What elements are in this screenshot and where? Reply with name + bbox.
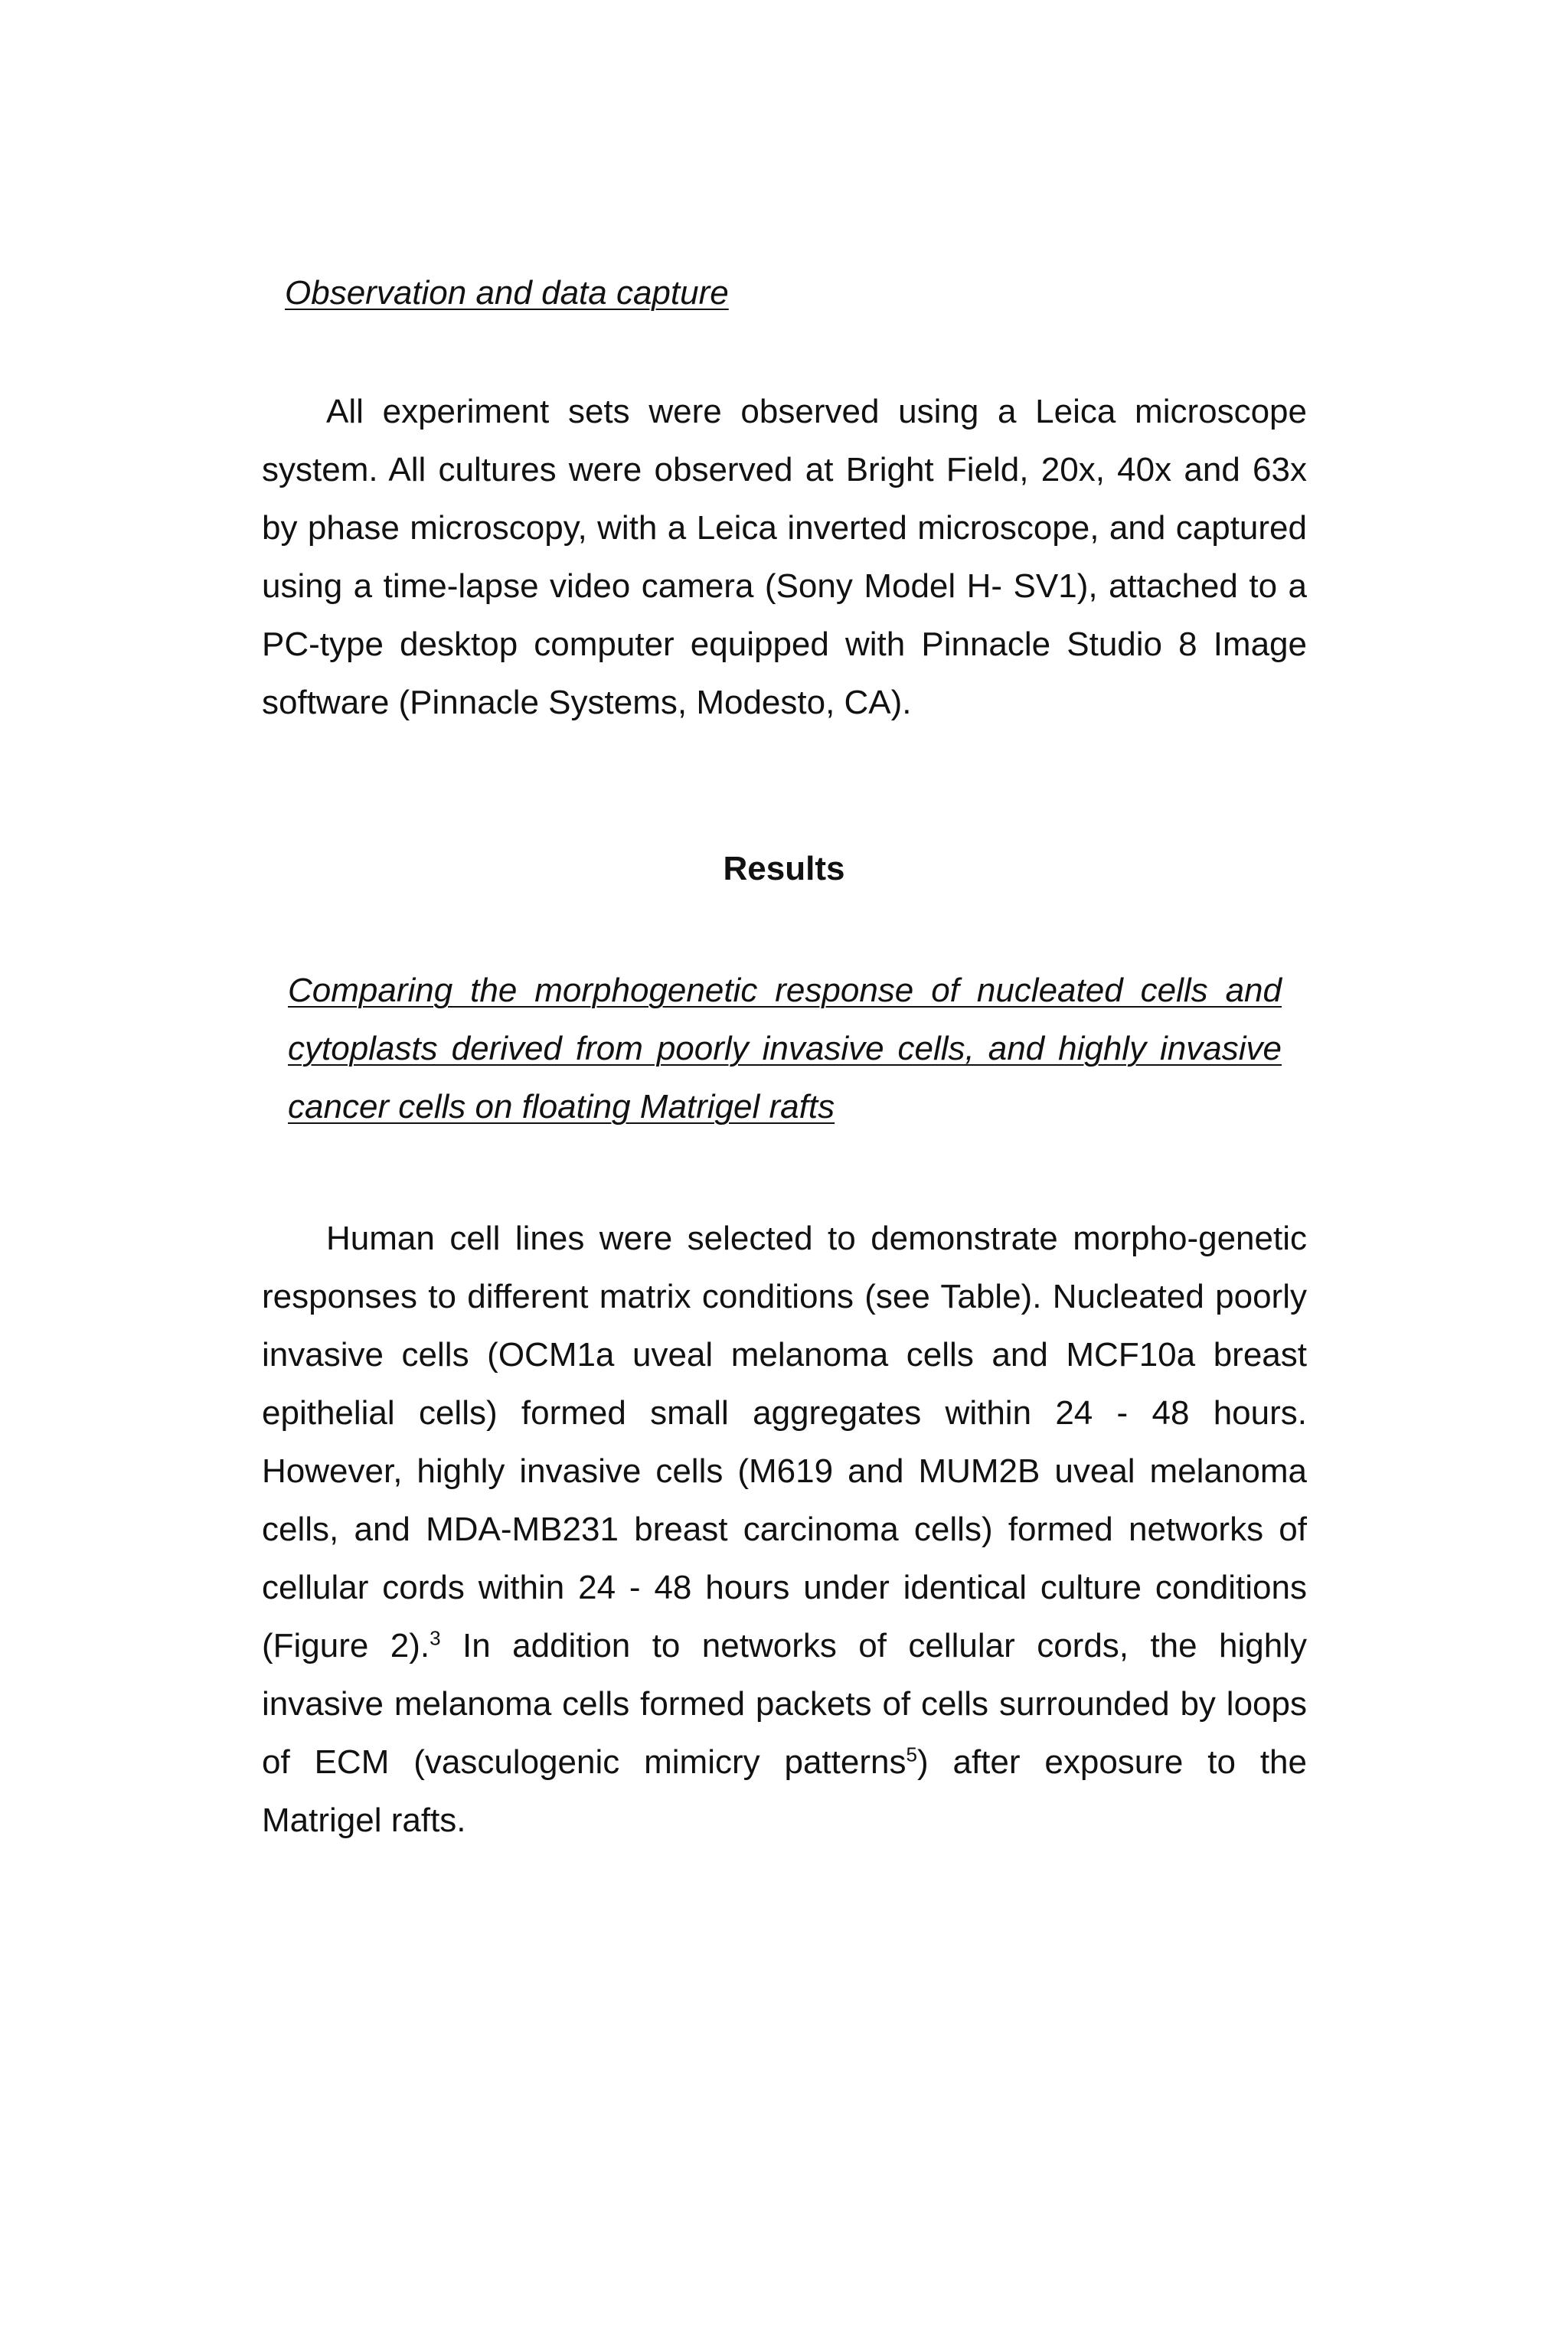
paragraph-observation: All experiment sets were observed using a Leica microscope system. All cultures were observed at Bright Field, 20x, 40x and 63x by phase microscopy, with a Leica inverted microscope, and captured using a time-lapse video camera (Sony Model H- SV1), attached to a PC-type desktop computer equipped with Pinnacle Studio 8 Image software (Pinnacle Systems, Modesto, CA). — [262, 393, 1307, 721]
paragraph-results-part3: ) after exposure to the Matrigel rafts. — [262, 1743, 1307, 1839]
citation-superscript-5: 5 — [906, 1743, 917, 1766]
paragraph-results-part1: Human cell lines were selected to demonstrate morpho-genetic responses to different matrix conditions (see Table). Nucleated poorly invasive cells (OCM1a uveal melanoma cells and MCF10a breast epithelial cells) formed small aggregates within 24 - 48 hours. However, highly invasive cells (M619 and MUM2B uveal melanoma cells, and MDA-MB231 breast carcinoma cells) formed networks of cellular cords within 24 - 48 hours under identical culture conditions (Figure 2). — [262, 1220, 1307, 1664]
citation-superscript-3: 3 — [430, 1626, 441, 1650]
paragraph-results-part2: In addition to networks of cellular cords, the highly invasive melanoma cells formed packets of cells surrounded by loops of ECM (vasculogenic mimicry patterns — [262, 1627, 1307, 1781]
paragraph-results — [262, 1210, 1307, 1850]
section-heading-observation: Observation and data capture — [285, 274, 729, 312]
subsection-heading-comparing: Comparing the morphogenetic response of nucleated cells and cytoplasts derived from poorly invasive cells, and highly invasive cancer cells on floating Matrigel rafts — [288, 972, 1282, 1125]
results-heading: Results — [723, 850, 845, 887]
